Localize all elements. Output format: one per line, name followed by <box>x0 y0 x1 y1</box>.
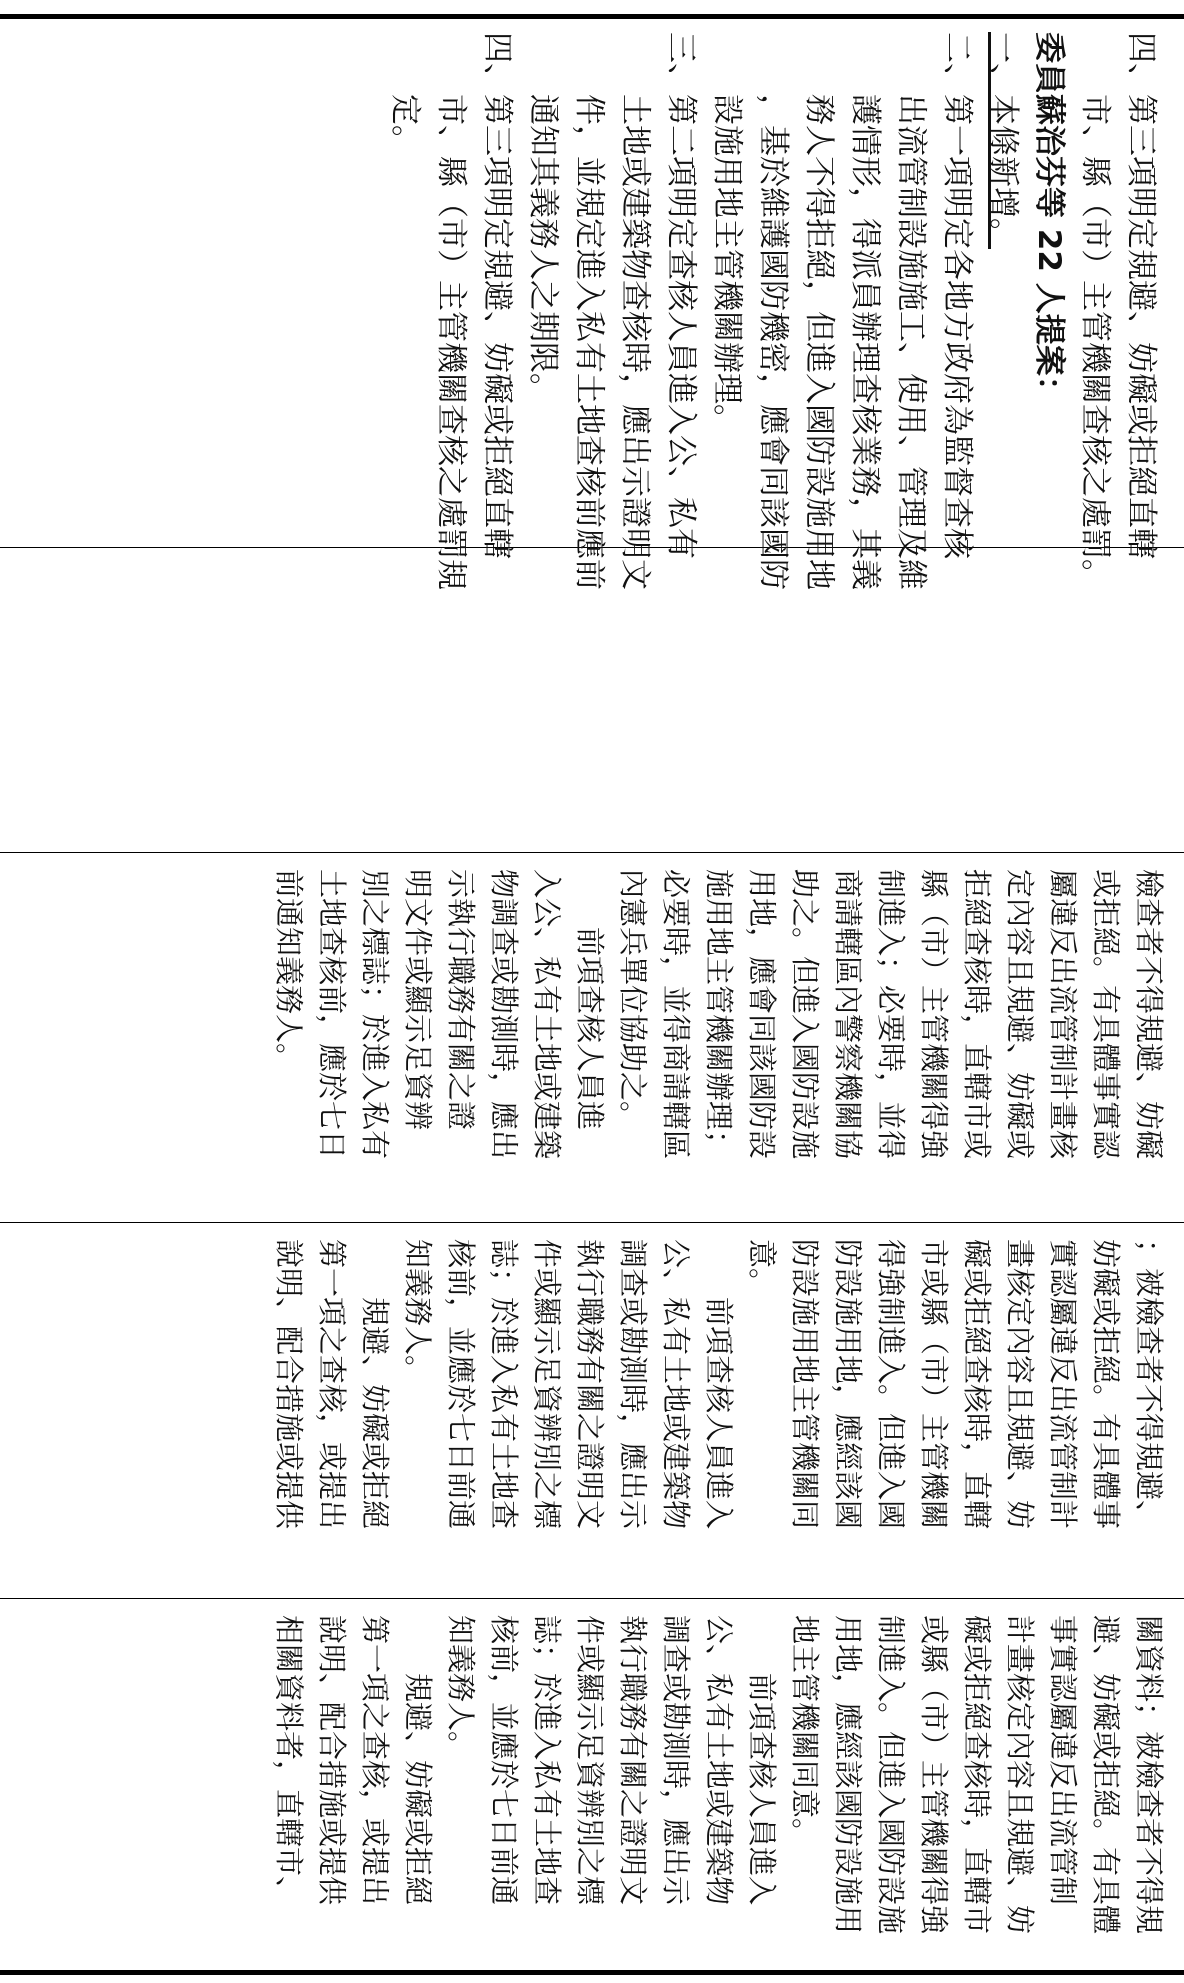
text-line: 四、第三項明定規避、妨礙或拒絕直轄 <box>1123 32 1159 559</box>
text-line: 二、第一項明定各地方政府為監督查核 <box>939 32 975 559</box>
text-line: 一、本條新增。 <box>985 32 1021 249</box>
text-line: 設施用地主管機關辦理。 <box>709 32 745 435</box>
proposal-heading: 委員蘇治芬等 22 人提案： <box>1031 32 1067 407</box>
text-line: 調查或勘測時，應出示 <box>616 1239 650 1530</box>
text-line: 執行職務有關之證明文 <box>573 1239 607 1530</box>
text-line: 入公、私有土地或建築 <box>530 869 564 1160</box>
notes-text <box>0 18 1184 590</box>
text-line: 別之標誌；於進入私有 <box>358 869 392 1160</box>
text-line: ，基於維護國防機密，應會同該國防 <box>755 32 791 590</box>
text-line: 第一項之查核，或提出 <box>358 1615 392 1906</box>
text-line: 第一項之查核，或提出 <box>315 1239 349 1530</box>
text-line: 說明、配合措施或提供 <box>315 1615 349 1906</box>
text-line: 件，並規定進入私有土地查核前應前 <box>571 32 607 590</box>
text-line: 拒絕查核時，直轄市或 <box>960 869 994 1160</box>
text-line: ；被檢查者不得規避、 <box>1132 1239 1166 1530</box>
text-line: 明文件或顯示足資辨 <box>401 869 435 1131</box>
text-line: 件或顯示足資辨別之標 <box>573 1615 607 1906</box>
text-line: 用地，應會同該國防設 <box>745 869 779 1160</box>
text-line: 核前，並應於七日前通 <box>444 1239 478 1530</box>
text-line: 意。 <box>745 1239 779 1298</box>
text-line: 規避、妨礙或拒絕 <box>401 1615 435 1906</box>
text-line: 防設施用地主管機關同 <box>788 1239 822 1530</box>
text-line: 土地或建築物查核時，應出示證明文 <box>617 32 653 590</box>
text-line: 地主管機關同意。 <box>788 1615 822 1848</box>
mid-text <box>0 855 1184 1221</box>
text-line: 制進入。但進入國防設施 <box>874 1615 908 1935</box>
text-line: 事實認屬違反出流管制 <box>1046 1615 1080 1906</box>
text-line: 礙或拒絕查核時，直轄市 <box>960 1615 994 1935</box>
text-line: 礙或拒絕查核時，直轄 <box>960 1239 994 1530</box>
text-line: 務人不得拒絕，但進入國防設施用地 <box>801 32 837 590</box>
text-line: 執行職務有關之證明文 <box>616 1615 650 1906</box>
text-line: 物調查或勘測時，應出 <box>487 869 521 1160</box>
right-b-text <box>0 1601 1184 1967</box>
text-line: 市、縣（市）主管機關查核之處罰。 <box>1077 32 1113 590</box>
text-line: 市或縣（市）主管機關 <box>917 1239 951 1530</box>
text-line: 前項查核人員進入 <box>745 1615 779 1906</box>
text-line: 商請轄區內警察機關協 <box>831 869 865 1160</box>
text-line: 用地，應經該國防設施用 <box>831 1615 865 1935</box>
text-line: 件或顯示足資辨別之標 <box>530 1239 564 1530</box>
text-line: 或縣（市）主管機關得強 <box>917 1615 951 1935</box>
text-line: 必要時，並得商請轄區 <box>659 869 693 1160</box>
section-right-a <box>0 1225 1184 1597</box>
text-line: 助之。但進入國防設施 <box>788 869 822 1160</box>
text-line: 知義務人。 <box>401 1239 435 1385</box>
text-line: 四、第三項明定規避、妨礙或拒絕直轄 <box>479 32 515 559</box>
text-line: 調查或勘測時，應出示 <box>659 1615 693 1906</box>
text-line: 規避、妨礙或拒絕 <box>358 1239 392 1530</box>
section-notes <box>0 18 1184 590</box>
text-line: 三、第二項明定查核人員進入公、私有 <box>663 32 699 559</box>
text-line: 屬違反出流管制計畫核 <box>1046 869 1080 1160</box>
text-line: 出流管制設施施工、使用、管理及維 <box>893 32 929 590</box>
bottom-rule <box>0 1970 1184 1975</box>
text-line: 通知其義務人之期限。 <box>525 32 561 404</box>
text-line: 施用地主管機關辦理； <box>702 869 736 1160</box>
text-line: 公、私有土地或建築物 <box>702 1615 736 1906</box>
text-line: 知義務人。 <box>444 1615 478 1761</box>
text-line: 護情形，得派員辦理查核業務，其義 <box>847 32 883 590</box>
text-line: 畫核定內容且規避、妨 <box>1003 1239 1037 1530</box>
section-mid <box>0 855 1184 1221</box>
divider-rule <box>0 1598 1184 1599</box>
text-line: 核前，並應於七日前通 <box>487 1615 521 1906</box>
text-line: 縣（市）主管機關得強 <box>917 869 951 1160</box>
text-line: 避、妨礙或拒絕。有具體 <box>1089 1615 1123 1935</box>
text-line: 計畫核定內容且規避、妨 <box>1003 1615 1037 1935</box>
text-line: 關資料；被檢查者不得規 <box>1132 1615 1166 1935</box>
text-line: 得強制進入。但進入國 <box>874 1239 908 1530</box>
text-line: 防設施用地，應經該國 <box>831 1239 865 1530</box>
empty-column <box>0 549 1184 851</box>
text-line: 前項查核人員進 <box>573 869 607 1131</box>
text-line: 說明、配合措施或提供 <box>272 1239 306 1530</box>
text-line: 定。 <box>387 32 423 156</box>
text-line: 定內容且規避、妨礙或 <box>1003 869 1037 1160</box>
text-line: 相關資料者，直轄市、 <box>272 1615 306 1906</box>
divider-rule <box>0 1222 1184 1223</box>
text-line: 妨礙或拒絕。有具體事 <box>1089 1239 1123 1530</box>
text-line: 市、縣（市）主管機關查核之處罰規 <box>433 32 469 590</box>
text-line: 制進入；必要時，並得 <box>874 869 908 1160</box>
text-line: 誌；於進入私有土地查 <box>530 1615 564 1906</box>
text-line: 公、私有土地或建築物 <box>659 1239 693 1530</box>
section-right-b <box>0 1601 1184 1967</box>
text-line: 內憲兵單位協助之。 <box>616 869 650 1131</box>
text-line: 或拒絕。有具體事實認 <box>1089 869 1123 1160</box>
text-line: 示執行職務有關之證 <box>444 869 478 1131</box>
text-line: 實認屬違反出流管制計 <box>1046 1239 1080 1530</box>
text-line: 誌；於進入私有土地查 <box>487 1239 521 1530</box>
text-line: 土地查核前，應於七日 <box>315 869 349 1160</box>
divider-rule <box>0 852 1184 853</box>
text-line: 前項查核人員進入 <box>702 1239 736 1530</box>
right-a-text <box>0 1225 1184 1597</box>
text-line: 檢查者不得規避、妨礙 <box>1132 869 1166 1160</box>
text-line: 前通知義務人。 <box>272 869 306 1073</box>
